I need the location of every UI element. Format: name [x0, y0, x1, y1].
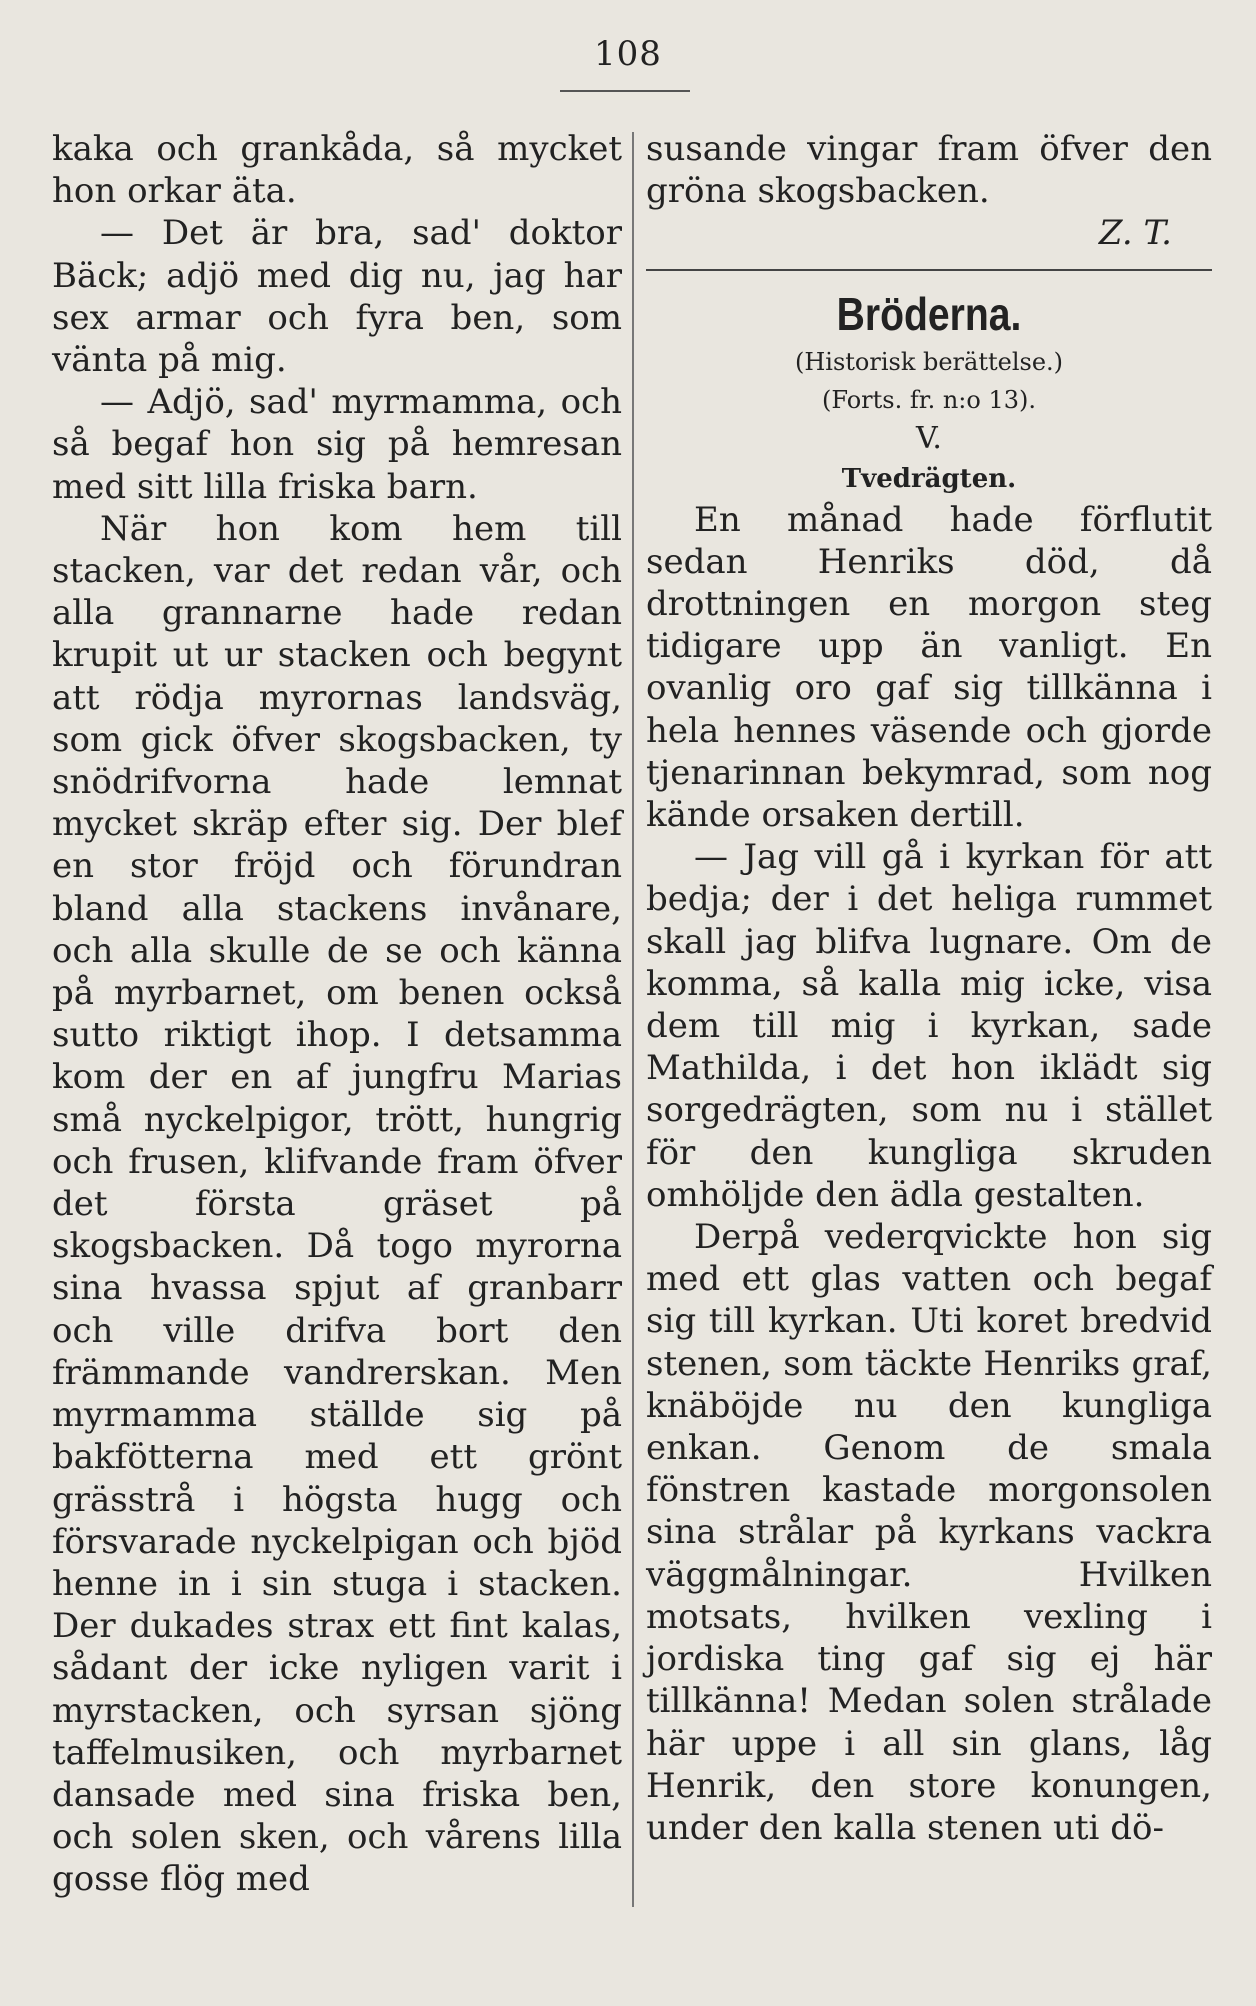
chapter-number: V.	[916, 420, 942, 456]
left-paragraph: När hon kom hem till stacken, var det redan vår, och alla grannarne hade redan krupit ut ur stacken och begynt att rödja myrornas landsväg, som gick öfver skogsbacken, ty snödrifvorna hade lemnat mycket skräp efter sig. Der blef en stor fröjd och förundran bland alla stackens invånare, och alla skulle de se och känna på myrbarnet, om benen också sutto riktigt ihop. I detsamma kom der en af jungfru Marias små nyckelpigor, trött, hungrig och frusen, klifvande fram öfver det första gräset på skogsbacken. Då togo myrorna sina hvassa spjut af granbarr och ville drifva bort den främmande vandrerskan. Men myrmamma ställde sig på bakfötterna med ett grönt grässtrå i högsta hugg och försvarade nyckelpigan och bjöd henne in i sin stuga i stacken. Der dukades strax ett fint kalas, sådant der icke nyligen varit i myrstacken, och syrsan sjöng taffelmusiken, och myrbarnet dansade med sina friska ben, och solen sken, och vårens lilla gosse flög med	[52, 508, 622, 1900]
left-paragraph: — Det är bra, sad' doktor Bäck; adjö med dig nu, jag har sex armar och fyra ben, som vänta på mig.	[52, 213, 622, 381]
left-paragraph: kaka och grankåda, så mycket hon orkar äta.	[52, 129, 622, 212]
story-separator	[646, 269, 1212, 271]
right-paragraph: Derpå vederqvickte hon sig med ett glas vatten och begaf sig till kyrkan. Uti koret bredvid stenen, som täckte Henriks graf, knäböjde nu den kungliga enkan. Genom de smala fönstren kastade morgonsolen sina strålar på kyrkans vackra väggmålningar. Hvilken motsats, hvilken vexling i jordiska ting gaf sig ej här tillkänna! Medan solen strålade här uppe i all sin glans, låg Henrik, den store konungen, under den kalla stenen uti dö-	[646, 1217, 1212, 1848]
chapter-title: Tvedrägten.	[841, 463, 1017, 494]
continuation-text: susande vingar fram öfver den gröna skogsbacken.	[646, 129, 1212, 212]
left-column	[52, 128, 622, 1901]
story-subtitle: (Historisk berättelse.)	[794, 347, 1064, 376]
page-number: 108	[594, 34, 662, 74]
story-title: Bröderna.	[836, 287, 1022, 340]
right-column	[646, 128, 1212, 1849]
story-continued-note: (Forts. fr. n:o 13).	[822, 385, 1036, 414]
right-paragraph: En månad hade förflutit sedan Henriks död, då drottningen en morgon steg tidigare upp än vanligt. En ovanlig oro gaf sig tillkänna i hela hennes väsende och gjorde tjenarinnan bekymrad, som nog kände orsaken dertill.	[646, 499, 1212, 836]
header-rule	[560, 90, 690, 92]
author-signature: Z. T.	[1098, 213, 1172, 254]
right-paragraph: — Jag vill gå i kyrkan för att bedja; der i det heliga rummet skall jag blifva lugnare. Om de komma, så kalla mig icke, visa dem till mig i kyrkan, sade Mathilda, i det hon iklädt sig sorgedrägten, som nu i stället för den kungliga skruden omhöljde den ädla gestalten.	[646, 837, 1212, 1215]
column-divider	[632, 132, 634, 1907]
left-paragraph: — Adjö, sad' myrmamma, och så begaf hon sig på hemresan med sitt lilla friska barn.	[52, 382, 622, 507]
